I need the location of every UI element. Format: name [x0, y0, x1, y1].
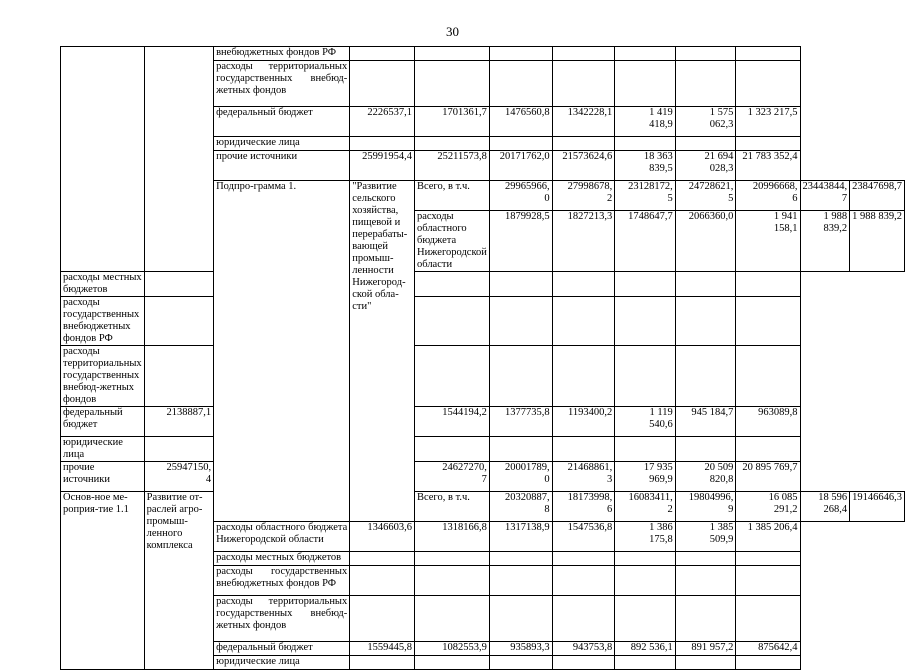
value-cell: 1317138,9	[489, 522, 552, 552]
value-cell	[414, 656, 489, 670]
value-cell	[615, 552, 676, 566]
value-cell: 1 988 839,2	[850, 211, 905, 272]
value-cell	[552, 552, 615, 566]
value-cell: 20320887, 8	[489, 492, 552, 522]
value-cell	[414, 272, 489, 297]
funding-source-cell: юридические лица	[214, 656, 350, 670]
value-cell	[736, 272, 800, 297]
value-cell: 1193400,2	[552, 407, 615, 437]
program-name-cell: Развитие от-раслей агро-промыш-ленного комплекса	[144, 492, 213, 670]
value-cell: 1547536,8	[552, 522, 615, 552]
value-cell: 1 575 062,3	[675, 107, 736, 137]
funding-source-cell: федеральный бюджет	[214, 642, 350, 656]
value-cell	[675, 61, 736, 107]
value-cell	[615, 47, 676, 61]
value-cell: 891 957,2	[675, 642, 736, 656]
value-cell	[552, 437, 615, 462]
value-cell: 21573624,6	[552, 151, 615, 181]
value-cell: 1879928,5	[489, 211, 552, 272]
value-cell	[615, 61, 676, 107]
value-cell	[489, 137, 552, 151]
value-cell	[675, 656, 736, 670]
value-cell	[489, 346, 552, 407]
value-cell: 1 386 175,8	[615, 522, 676, 552]
value-cell	[675, 346, 736, 407]
value-cell	[552, 656, 615, 670]
value-cell: 23128172, 5	[615, 181, 676, 211]
value-cell	[414, 346, 489, 407]
value-cell	[144, 297, 213, 346]
value-cell	[736, 596, 800, 642]
value-cell: 1318166,8	[414, 522, 489, 552]
funding-source-cell: внебюджетных фондов РФ	[214, 47, 350, 61]
value-cell: 18 363 839,5	[615, 151, 676, 181]
value-cell: 1476560,8	[489, 107, 552, 137]
value-cell: 18173998, 6	[552, 492, 615, 522]
value-cell	[489, 297, 552, 346]
value-cell: 892 536,1	[615, 642, 676, 656]
funding-table	[60, 46, 905, 670]
program-level-cell	[61, 47, 145, 272]
value-cell	[552, 346, 615, 407]
program-name-cell	[144, 47, 213, 272]
value-cell: 16083411, 2	[615, 492, 676, 522]
value-cell: 18 596 268,4	[800, 492, 850, 522]
value-cell: 24627270, 7	[414, 462, 489, 492]
value-cell: 19804996, 9	[675, 492, 736, 522]
value-cell	[489, 272, 552, 297]
value-cell	[675, 297, 736, 346]
value-cell: 1 385 509,9	[675, 522, 736, 552]
value-cell: 2066360,0	[675, 211, 736, 272]
value-cell: 2226537,1	[350, 107, 415, 137]
value-cell	[675, 596, 736, 642]
value-cell: 29965966, 0	[489, 181, 552, 211]
program-name-cell: "Развитие сельского хозяйства, пищевой и перерабаты-вающей промыш-ленности Нижегород-ской обла-сти"	[350, 181, 415, 522]
table-row	[61, 346, 905, 407]
value-cell: 1544194,2	[414, 407, 489, 437]
value-cell: 935893,3	[489, 642, 552, 656]
value-cell	[350, 47, 415, 61]
value-cell: 2138887,1	[144, 407, 213, 437]
funding-source-cell: расходы местных бюджетов	[214, 552, 350, 566]
table-row	[61, 297, 905, 346]
value-cell	[615, 137, 676, 151]
page-number: 30	[446, 24, 459, 39]
value-cell: 1346603,6	[350, 522, 415, 552]
value-cell	[552, 297, 615, 346]
value-cell	[350, 656, 415, 670]
value-cell	[414, 61, 489, 107]
value-cell: 21 694 028,3	[675, 151, 736, 181]
value-cell	[552, 596, 615, 642]
funding-source-cell: расходы государственных внебюджетных фондов РФ	[214, 566, 350, 596]
value-cell	[350, 566, 415, 596]
value-cell	[615, 346, 676, 407]
funding-source-cell: расходы областного бюджета Нижегородской области	[414, 211, 489, 272]
value-cell	[144, 346, 213, 407]
value-cell: 23443844, 7	[800, 181, 850, 211]
value-cell	[675, 552, 736, 566]
funding-source-cell: расходы государственных внебюджетных фондов РФ	[61, 297, 145, 346]
value-cell: 1559445,8	[350, 642, 415, 656]
value-cell: 17 935 969,9	[615, 462, 676, 492]
program-level-cell: Подпро-грамма 1.	[214, 181, 350, 522]
value-cell: 943753,8	[552, 642, 615, 656]
value-cell: 1342228,1	[552, 107, 615, 137]
value-cell	[675, 566, 736, 596]
funding-source-cell: расходы местных бюджетов	[61, 272, 145, 297]
value-cell: 945 184,7	[675, 407, 736, 437]
value-cell: 963089,8	[736, 407, 800, 437]
funding-source-cell: юридические лица	[61, 437, 145, 462]
value-cell: 20 895 769,7	[736, 462, 800, 492]
value-cell	[615, 437, 676, 462]
value-cell	[615, 596, 676, 642]
value-cell	[489, 656, 552, 670]
value-cell: 20001789, 0	[489, 462, 552, 492]
value-cell: 1 941 158,1	[736, 211, 800, 272]
value-cell	[736, 566, 800, 596]
value-cell	[552, 61, 615, 107]
value-cell: 1082553,9	[414, 642, 489, 656]
funding-source-cell: федеральный бюджет	[61, 407, 145, 437]
value-cell: 1 988 839,2	[800, 211, 850, 272]
funding-source-cell: расходы территориальных государственных внебюд-жетных фондов	[214, 61, 350, 107]
value-cell	[414, 566, 489, 596]
value-cell	[675, 272, 736, 297]
value-cell: 27998678, 2	[552, 181, 615, 211]
funding-source-cell: расходы территориальных государственных внебюд-жетных фондов	[61, 346, 145, 407]
value-cell	[736, 137, 800, 151]
program-level-cell: Основ-ное ме-роприя-тие 1.1	[61, 492, 145, 670]
value-cell	[414, 437, 489, 462]
value-cell	[675, 47, 736, 61]
value-cell	[736, 61, 800, 107]
table-row	[61, 407, 905, 437]
value-cell	[675, 137, 736, 151]
funding-source-cell: Всего, в т.ч.	[414, 492, 489, 522]
value-cell	[736, 656, 800, 670]
value-cell	[144, 272, 213, 297]
value-cell	[675, 437, 736, 462]
value-cell	[489, 61, 552, 107]
funding-source-cell: прочие источники	[214, 151, 350, 181]
value-cell	[615, 566, 676, 596]
value-cell	[736, 47, 800, 61]
value-cell	[615, 656, 676, 670]
value-cell	[552, 137, 615, 151]
table-row	[61, 492, 905, 522]
value-cell: 25947150, 4	[144, 462, 213, 492]
value-cell	[350, 61, 415, 107]
value-cell: 1 323 217,5	[736, 107, 800, 137]
funding-table-body	[61, 47, 905, 670]
value-cell	[552, 566, 615, 596]
funding-source-cell: прочие источники	[61, 462, 145, 492]
value-cell	[736, 346, 800, 407]
value-cell	[736, 297, 800, 346]
value-cell	[414, 47, 489, 61]
funding-source-cell: расходы территориальных государственных внебюд-жетных фондов	[214, 596, 350, 642]
value-cell: 20171762,0	[489, 151, 552, 181]
value-cell	[414, 596, 489, 642]
value-cell	[350, 552, 415, 566]
value-cell: 1377735,8	[489, 407, 552, 437]
value-cell: 1701361,7	[414, 107, 489, 137]
value-cell	[552, 47, 615, 61]
value-cell	[489, 47, 552, 61]
table-row	[61, 272, 905, 297]
value-cell: 21 783 352,4	[736, 151, 800, 181]
value-cell	[414, 297, 489, 346]
value-cell: 1 385 206,4	[736, 522, 800, 552]
value-cell	[489, 437, 552, 462]
value-cell: 1 419 418,9	[615, 107, 676, 137]
table-row	[61, 462, 905, 492]
funding-source-cell: расходы областного бюджета Нижегородской области	[214, 522, 350, 552]
value-cell	[144, 437, 213, 462]
value-cell	[489, 596, 552, 642]
value-cell: 1827213,3	[552, 211, 615, 272]
value-cell	[350, 596, 415, 642]
funding-source-cell: федеральный бюджет	[214, 107, 350, 137]
value-cell: 24728621, 5	[675, 181, 736, 211]
value-cell	[615, 297, 676, 346]
value-cell	[350, 137, 415, 151]
value-cell	[414, 552, 489, 566]
value-cell: 1748647,7	[615, 211, 676, 272]
value-cell	[414, 137, 489, 151]
value-cell	[736, 437, 800, 462]
table-row	[61, 437, 905, 462]
value-cell	[489, 552, 552, 566]
value-cell: 20996668, 6	[736, 181, 800, 211]
value-cell	[736, 552, 800, 566]
value-cell	[615, 272, 676, 297]
value-cell: 23847698,7	[850, 181, 905, 211]
value-cell: 21468861, 3	[552, 462, 615, 492]
table-row	[61, 47, 905, 61]
value-cell	[489, 566, 552, 596]
value-cell	[552, 272, 615, 297]
value-cell: 16 085 291,2	[736, 492, 800, 522]
funding-source-cell: юридические лица	[214, 137, 350, 151]
value-cell: 25991954,4	[350, 151, 415, 181]
value-cell: 875642,4	[736, 642, 800, 656]
funding-source-cell: Всего, в т.ч.	[414, 181, 489, 211]
value-cell: 20 509 820,8	[675, 462, 736, 492]
value-cell: 19146646,3	[850, 492, 905, 522]
value-cell: 25211573,8	[414, 151, 489, 181]
value-cell: 1 119 540,6	[615, 407, 676, 437]
